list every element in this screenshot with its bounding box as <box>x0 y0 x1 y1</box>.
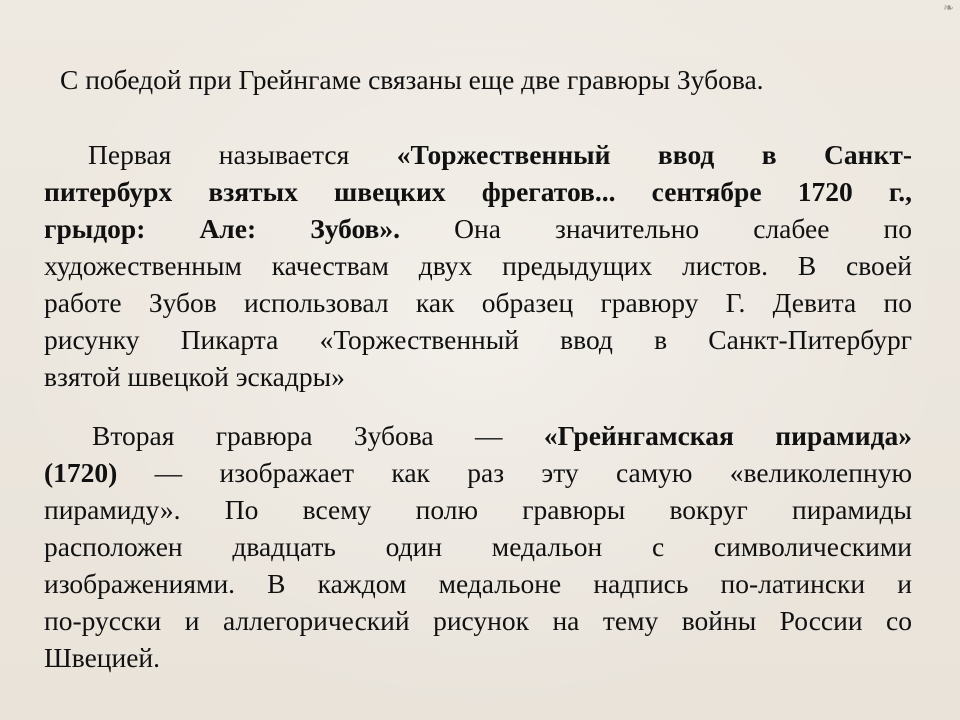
engraving2-year: (1720) <box>44 457 118 488</box>
paragraph2-line1-text: Вторая гравюра Зубова — <box>92 420 544 451</box>
paragraph1-line5: работе Зубов использовал как образец гравюру Г. Девита по <box>44 287 912 318</box>
corner-ornament-icon: ❧ <box>943 1 954 16</box>
engraving1-title-part2: питербурх взятых швецких фрегатов... сентябре 1720 г., <box>44 176 912 207</box>
paragraph1-line4: художественным качествам двух предыдущих листов. В своей <box>44 250 912 281</box>
paragraph2-line2 <box>44 455 912 491</box>
engraving1-title-part3: грыдор: Але: Зубов». <box>44 213 401 244</box>
paragraph1-line3-text: Она значительно слабее по <box>400 213 912 244</box>
engraving2-title: «Грейнгамская пирамида» <box>543 420 912 451</box>
paragraph1-line3 <box>44 211 912 247</box>
paragraph1-line1 <box>88 137 912 173</box>
paragraph2-line6: по-русски и аллегорический рисунок на тему войны России со <box>44 605 912 636</box>
intro-sentence: С победой при Грейнгаме связаны еще две гравюры Зубова. <box>60 64 764 95</box>
paragraph2-line3: пирамиду». По всему полю гравюры вокруг пирамиды <box>44 494 912 525</box>
paragraph1-line1-text: Первая называется <box>88 139 397 170</box>
paragraph2-line7: Швецией. <box>44 642 161 673</box>
engraving1-title-part1: «Торжественный ввод в Санкт- <box>396 139 913 170</box>
paragraph2-line5: изображениями. В каждом медальоне надпись по-латински и <box>44 568 912 599</box>
paragraph1-line6: рисунку Пикарта «Торжественный ввод в Санкт-Питербург <box>44 324 912 355</box>
paragraph1-line2 <box>44 174 912 210</box>
paragraph2-line4: расположен двадцать один медальон с символическими <box>44 531 912 562</box>
paragraph2-line1 <box>92 418 912 454</box>
paragraph1-line7: взятой швецкой эскадры» <box>44 361 345 392</box>
paragraph2-line2-text: — изображает как раз эту самую «великолепную <box>117 457 912 488</box>
